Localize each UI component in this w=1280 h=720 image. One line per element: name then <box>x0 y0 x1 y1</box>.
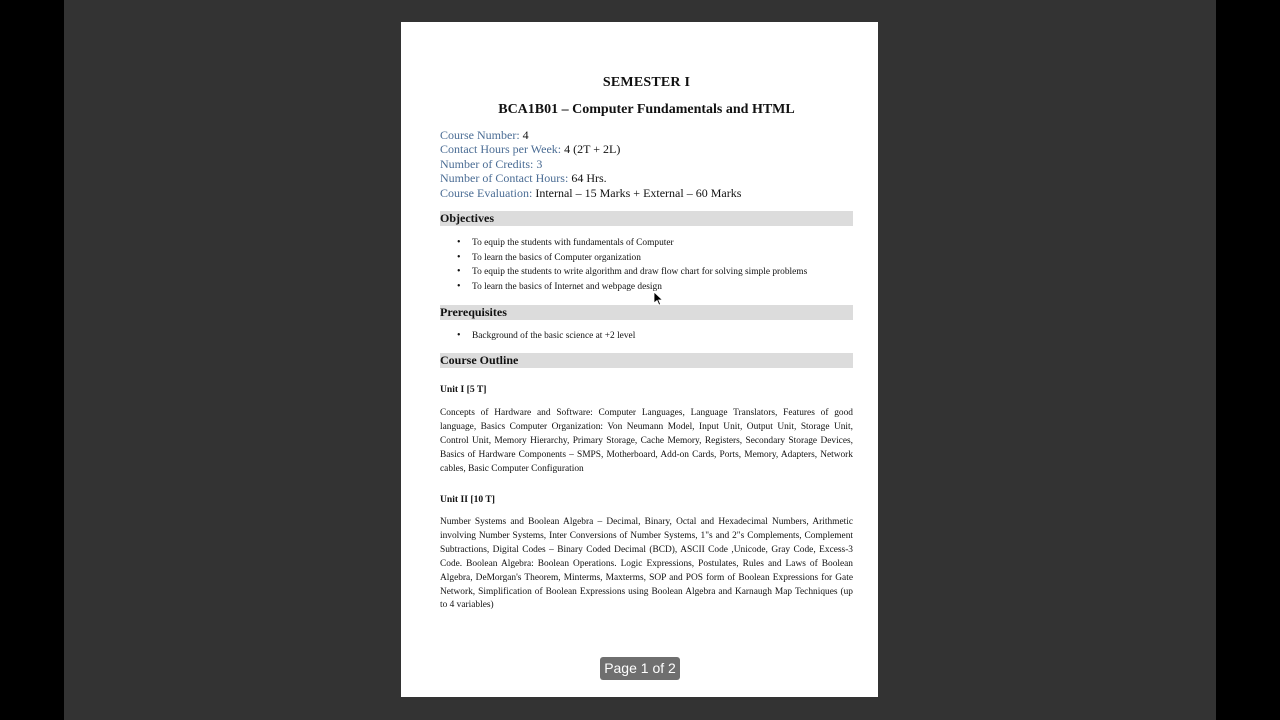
unit-1-text: Concepts of Hardware and Software: Computer Languages, Language Translators, Features of good language, Basics Computer Organization: Von Neumann Model, Input Unit, Output Unit, Storage Unit, Control Unit, Memory Hierarchy, Primary Storage, Cache Memory, Registers, Secondary Storage Devices, Basics of Hardware Components – SMPS, Motherboard, Add-on Cards, Ports, Memory, Adapters, Network cables, Basic Computer Configuration <box>440 408 853 474</box>
page-indicator: Page 1 of 2 <box>600 657 680 680</box>
meta-course-number: Course Number: 4 <box>440 128 529 142</box>
objectives-list <box>440 236 807 294</box>
list-item: • To learn the basics of Internet and webpage design <box>472 280 807 295</box>
meta-contact-hours: Number of Contact Hours: 64 Hrs. <box>440 171 607 186</box>
list-item: • Background of the basic science at +2 level <box>472 329 635 344</box>
unit-2-heading: Unit II [10 T] <box>440 494 495 505</box>
list-item: • To learn the basics of Computer organization <box>472 251 807 266</box>
list-item: • To equip the students with fundamentals of Computer <box>472 236 807 251</box>
unit-2-text: Number Systems and Boolean Algebra – Decimal, Binary, Octal and Hexadecimal Numbers, Arithmetic involving Number Systems, Inter Conversions of Number Systems, 1"s and 2"s Complements, Complement Subtractions, Digital Codes – Binary Coded Decimal (BCD), ASCII Code ,Unicode, Gray Code, Excess-3 Code. Boolean Algebra: Boolean Operations. Logic Expressions, Postulates, Rules and Laws of Boolean Algebra, DeMorgan's Theorem, Minterms, Maxterms, SOP and POS form of Boolean Expressions for Gate Network, Simplification of Boolean Expressions using Boolean Algebra and Karnaugh Map Techniques (up to 4 variables) <box>440 517 853 611</box>
prerequisites-heading: Prerequisites <box>440 305 853 320</box>
prerequisites-list <box>440 329 635 344</box>
course-meta <box>440 128 741 200</box>
objectives-heading: Objectives <box>440 211 853 226</box>
meta-evaluation: Course Evaluation: Internal – 15 Marks + External – 60 Marks <box>440 185 742 200</box>
list-item: • To equip the students to write algorithm and draw flow chart for solving simple problems <box>472 265 807 280</box>
mouse-pointer-icon <box>654 292 664 306</box>
unit-1-heading: Unit I [5 T] <box>440 384 487 395</box>
semester-heading: SEMESTER I <box>602 75 691 90</box>
document-page[interactable] <box>401 22 878 697</box>
course-outline-heading: Course Outline <box>440 353 853 368</box>
meta-contact-hours-week: Contact Hours per Week: 4 (2T + 2L) <box>440 142 621 157</box>
meta-credits: Number of Credits: 3 <box>440 156 543 171</box>
course-title: BCA1B01 – Computer Fundamentals and HTML <box>498 102 795 117</box>
